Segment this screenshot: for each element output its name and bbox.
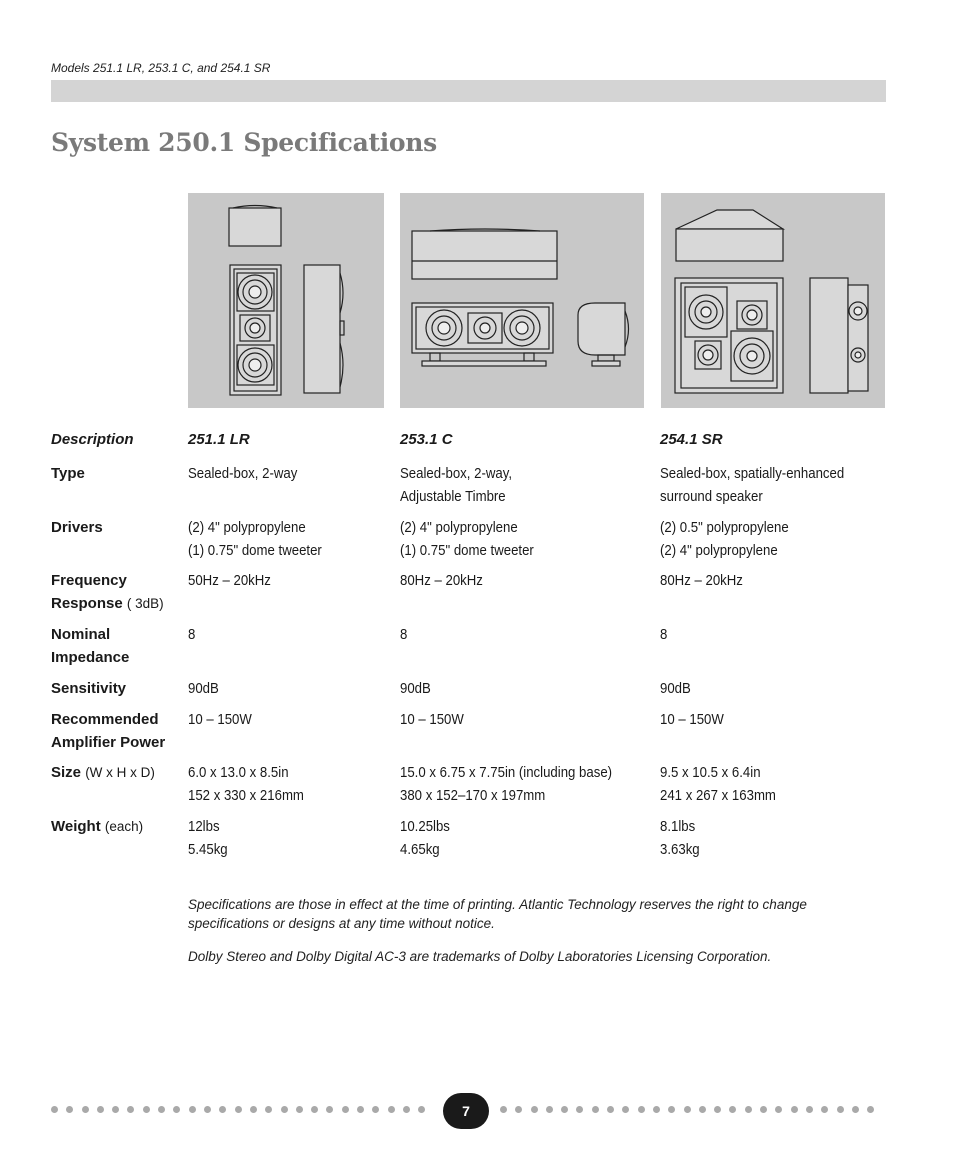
row-label-text: Weight: [51, 818, 101, 835]
sensitivity-254-sr: 90dB: [660, 680, 691, 697]
specifications-disclaimer: Specifications are those in effect at the time of printing. Atlantic Technology reserves the right to change specifications or designs at any time without notice.: [188, 897, 807, 931]
footer-dot: [592, 1106, 599, 1113]
drivers-253-c: (2) 4" polypropylene (1) 0.75" dome tweeter: [400, 519, 534, 559]
row-label-qualifier: ( 3dB): [126, 596, 164, 611]
footer-dot: [745, 1106, 752, 1113]
footer-dot: [837, 1106, 844, 1113]
row-label-type: [51, 462, 181, 485]
footer-dot: [760, 1106, 767, 1113]
sensitivity-251-lr: 90dB: [188, 680, 219, 697]
footer-dot: [561, 1106, 568, 1113]
footer-dot: [403, 1106, 410, 1113]
footer-dot: [219, 1106, 226, 1113]
drivers-254-sr: (2) 0.5" polypropylene (2) 4" polypropylene: [660, 519, 789, 559]
footer-dot: [372, 1106, 379, 1113]
footer-dot: [806, 1106, 813, 1113]
footer-dot: [867, 1106, 874, 1113]
footer-dot: [775, 1106, 782, 1113]
amp-power-253-c: 10 – 150W: [400, 711, 464, 728]
sensitivity-253-c: 90dB: [400, 680, 431, 697]
trademark-note: Dolby Stereo and Dolby Digital AC-3 are trademarks of Dolby Laboratories Licensing Corporation.: [188, 949, 772, 964]
model-253-c-heading: 253.1 C: [400, 431, 453, 448]
footer-dot: [791, 1106, 798, 1113]
footer-dot: [189, 1106, 196, 1113]
impedance-254-sr: 8: [660, 626, 668, 643]
row-label-text: Frequency Response: [51, 572, 127, 612]
row-label-text: Recommended Amplifier Power: [51, 711, 166, 751]
frequency-254-sr: 80Hz – 20kHz: [660, 572, 743, 589]
row-label-frequency-response: [51, 569, 171, 615]
row-label-weight: [51, 815, 181, 838]
header-bar: [51, 80, 886, 102]
footer-dot: [729, 1106, 736, 1113]
row-label-nominal-impedance: [51, 623, 141, 669]
footer-dot: [311, 1106, 318, 1113]
footer-dot: [127, 1106, 134, 1113]
description-column-label: Description: [51, 431, 134, 448]
footer-dot: [66, 1106, 73, 1113]
type-253-c: Sealed-box, 2-way, Adjustable Timbre: [400, 465, 513, 505]
speaker-254-sr-illustration: [661, 193, 885, 408]
type-254-sr: Sealed-box, spatially-enhanced surround speaker: [660, 465, 845, 505]
row-label-size: [51, 761, 181, 784]
footer-dot: [388, 1106, 395, 1113]
row-label-qualifier: (each): [104, 819, 144, 834]
footer-dot: [622, 1106, 629, 1113]
footer-dot: [653, 1106, 660, 1113]
page-number: 7: [443, 1093, 489, 1129]
speaker-251-lr-illustration: [188, 193, 384, 408]
footer-dot: [265, 1106, 272, 1113]
size-251-lr: 6.0 x 13.0 x 8.5in 152 x 330 x 216mm: [188, 764, 304, 804]
row-label-text: Drivers: [51, 519, 103, 536]
footer-dot: [143, 1106, 150, 1113]
weight-251-lr: 12lbs 5.45kg: [188, 818, 228, 858]
footer-dot: [51, 1106, 58, 1113]
row-label-recommended-amplifier-power: [51, 708, 176, 754]
footer-dot: [173, 1106, 180, 1113]
footer-dot: [250, 1106, 257, 1113]
footer-dot: [607, 1106, 614, 1113]
footer-dot: [296, 1106, 303, 1113]
footer-dot: [342, 1106, 349, 1113]
header-caption: Models 251.1 LR, 253.1 C, and 254.1 SR: [51, 61, 271, 75]
frequency-253-c: 80Hz – 20kHz: [400, 572, 483, 589]
footer-dot: [699, 1106, 706, 1113]
impedance-251-lr: 8: [188, 626, 196, 643]
footer-dot: [714, 1106, 721, 1113]
row-label-text: Type: [51, 465, 85, 482]
model-251-lr-heading: 251.1 LR: [188, 431, 250, 448]
weight-253-c: 10.25lbs 4.65kg: [400, 818, 450, 858]
footer-dot: [852, 1106, 859, 1113]
footer-dot: [82, 1106, 89, 1113]
footer-dot: [158, 1106, 165, 1113]
size-254-sr: 9.5 x 10.5 x 6.4in 241 x 267 x 163mm: [660, 764, 776, 804]
model-254-sr-heading: 254.1 SR: [660, 431, 723, 448]
amp-power-254-sr: 10 – 150W: [660, 711, 724, 728]
footer-dot: [204, 1106, 211, 1113]
footer-dot: [418, 1106, 425, 1113]
footer-dot: [531, 1106, 538, 1113]
row-label-qualifier: (W x H x D): [85, 765, 155, 780]
drivers-251-lr: (2) 4" polypropylene (1) 0.75" dome tweeter: [188, 519, 322, 559]
impedance-253-c: 8: [400, 626, 408, 643]
speaker-253-c-illustration: [400, 193, 644, 408]
footer-dot: [97, 1106, 104, 1113]
row-label-drivers: [51, 516, 181, 539]
weight-254-sr: 8.1lbs 3.63kg: [660, 818, 700, 858]
footer-dot: [326, 1106, 333, 1113]
footer-dot: [515, 1106, 522, 1113]
size-253-c: 15.0 x 6.75 x 7.75in (including base) 380 x 152–170 x 197mm: [400, 764, 613, 804]
footer-dot: [281, 1106, 288, 1113]
row-label-sensitivity: [51, 677, 181, 700]
row-label-text: Sensitivity: [51, 680, 127, 697]
footer-dot: [638, 1106, 645, 1113]
footer-dot: [112, 1106, 119, 1113]
row-label-text: Nominal Impedance: [51, 626, 130, 666]
footer-dot: [546, 1106, 553, 1113]
row-label-text: Size: [51, 764, 82, 781]
footer-dot: [668, 1106, 675, 1113]
amp-power-251-lr: 10 – 150W: [188, 711, 252, 728]
footer-dot: [500, 1106, 507, 1113]
footer-dot: [821, 1106, 828, 1113]
type-251-lr: Sealed-box, 2-way: [188, 465, 298, 482]
footer-dot: [357, 1106, 364, 1113]
footer-dot: [235, 1106, 242, 1113]
footer-dot: [576, 1106, 583, 1113]
page-title: System 250.1 Specifications: [51, 128, 437, 157]
footer-dot: [684, 1106, 691, 1113]
frequency-251-lr: 50Hz – 20kHz: [188, 572, 271, 589]
